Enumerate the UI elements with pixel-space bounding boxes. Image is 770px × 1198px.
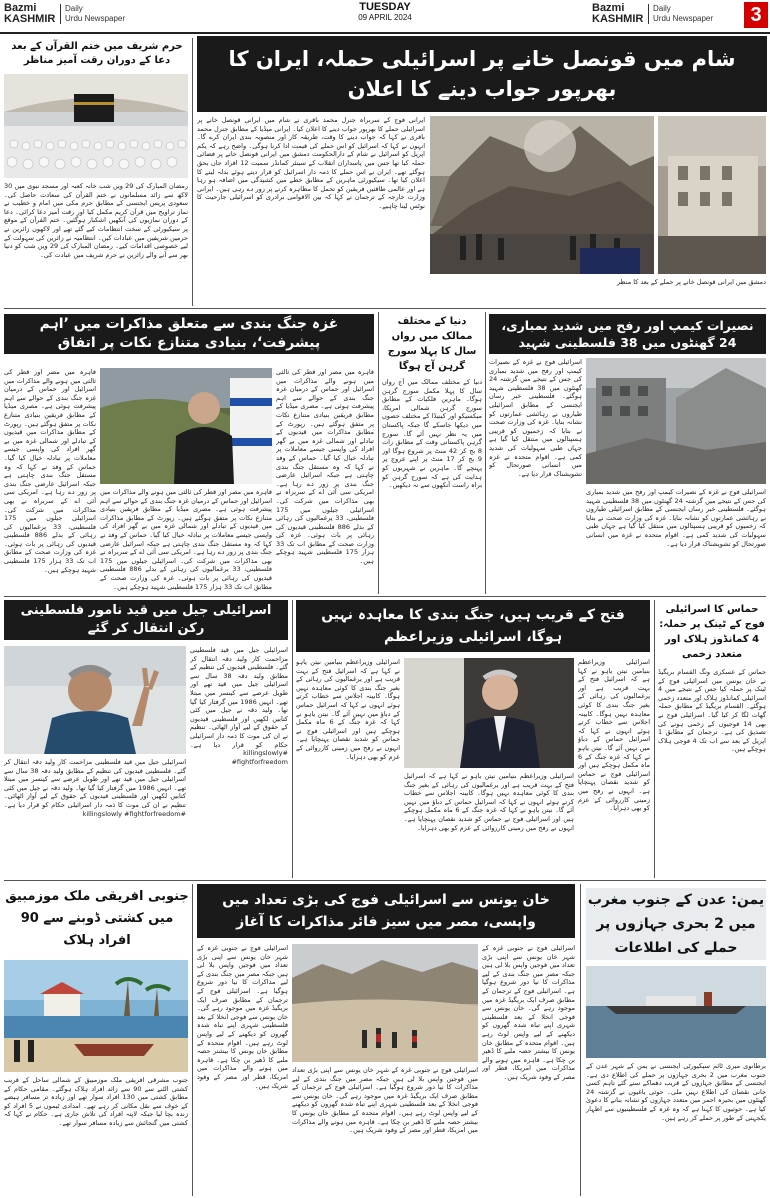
netanyahu-headline: فتح کے قریب ہیں، جنگ بندی کا معاہدہ نہیں ہوگا، اسرائیلی وزیراعظم (296, 600, 650, 652)
nuseirat-body-left: اسرائیلی فوج نے غزہ کے نصیرات کیمپ اور رفح میں شدید بمباری کی جس کے نتیجے میں گزشتہ 24 گھنٹوں میں 38 فلسطینی شہید ہوگئے۔ فلسطینی خبر رساں ایجنسی کے مطابق اسرائیلی طیاروں نے رہائشی عمارتوں کو نشانہ بنایا۔ غزہ کی وزارت صحت نے بتایا کہ زخمیوں کو قریبی ہسپتالوں میں منتقل کیا گیا ہے جہاں طبی سہولیات کی شدید کمی ہے۔ اقوام متحدہ نے غزہ میں انسانی صورتحال کو تشویشناک قرار دیا ہے۔ (489, 358, 582, 478)
netanyahu-body-right: اسرائیلی وزیراعظم بنیامین نیتن یاہو نے کہا ہے کہ اسرائیل فتح کے بہت قریب ہے اور یرغمالیوں کی رہائی کے بغیر جنگ بندی کا کوئی معاہدہ نہیں ہوگا۔ کابینہ اجلاس سے خطاب کرتے ہوئے انہوں نے کہا کہ اسرائیل حماس کے دباؤ میں نہیں آئے گا۔ نیتن یاہو نے کہا کہ غزہ جنگ کے 6 ماہ مکمل ہوچکے ہیں اور اسرائیلی فوج نے حماس کو شدید نقصان پہنچایا ہے۔ انہوں نے رفح میں زمینی کارروائی کے عزم کو بھی دہرایا۔ (578, 658, 650, 813)
nuseirat-body-right: اسرائیلی فوج نے غزہ کے نصیرات کیمپ اور رفح میں شدید بمباری کی جس کے نتیجے میں گزشتہ 24 گھنٹوں میں 38 فلسطینی شہید ہوگئے۔ فلسطینی خبر رساں ایجنسی کے مطابق اسرائیلی طیاروں نے رہائشی عمارتوں کو نشانہ بنایا۔ غزہ کی وزارت صحت نے بتایا کہ زخمیوں کو قریبی ہسپتالوں میں منتقل کیا گیا ہے جہاں طبی سہولیات کی شدید کمی ہے۔ اقوام متحدہ نے غزہ میں انسانی صورتحال کو تشویشناک قرار دیا ہے۔ (586, 488, 766, 548)
brand-right-name: Bazmi (592, 2, 625, 14)
hamas-ambush-kicker: حماس کا اسرائیلی فوج کے ٹینک پر حملہ: 4 کمانڈوز ہلاک اور متعدد زخمی (659, 604, 765, 660)
brand-right-name2: KASHMIR (592, 13, 644, 25)
gaza-talks-body-right: قاہرہ میں مصر اور قطر کی ثالثی میں ہونے والے مذاکرات میں اسرائیل اور حماس کے درمیان غزہ جنگ بندی کے حوالے سے اہم پیشرفت ہوئی ہے۔ مصری میڈیا کے مطابق فریقین بنیادی متنازع نکات پر متفق ہوگئے ہیں۔ رپورٹ کے مطابق مذاکرات میں قیدیوں کے تبادلے اور شمالی غزہ میں بے گھر افراد کی واپسی جیسے معاملات پر تبادلہ خیال کیا گیا۔ حماس کے وفد نے کہا کہ وہ مستقل جنگ بندی چاہتی ہے جبکہ اسرائیل عارضی جنگ بندی پر زور دے رہا ہے۔ امریکی سی آئی اے کے سربراہ نے بھی مذاکرات میں شرکت کی۔ اسرائیلی جیلوں میں 175 فلسطینی، 33 یرغمالیوں کی رہائی کے بدلے 886 فلسطینی قیدیوں کی رہائی پر بات ہوئی۔ غزہ کی وزارت صحت کے مطابق اب تک 33 ہزار 175 فلسطینی شہید ہوچکے ہیں۔ (276, 368, 374, 566)
iran-headline: شام میں قونصل خانے پر اسرائیلی حملہ، ایران کا بھرپور جواب دینے کا اعلان (197, 36, 767, 112)
yemen-photo (586, 966, 766, 1058)
gaza-talks-body-mid: قاہرہ میں مصر اور قطر کی ثالثی میں ہونے والے مذاکرات میں اسرائیل اور حماس کے درمیان غزہ جنگ بندی کے حوالے سے اہم پیشرفت ہوئی ہے۔ مصری میڈیا کے مطابق فریقین بنیادی متنازع نکات پر متفق ہوگئے ہیں۔ رپورٹ کے مطابق مذاکرات میں قیدیوں کے تبادلے اور شمالی غزہ میں بے گھر افراد کی واپسی جیسے معاملات پر تبادلہ خیال کیا گیا۔ حماس کے وفد نے کہا کہ وہ مستقل جنگ بندی چاہتی ہے جبکہ اسرائیل عارضی جنگ بندی پر زور دے رہا ہے۔ امریکی سی آئی اے کے سربراہ نے بھی مذاکرات میں شرکت کی۔ اسرائیلی جیلوں میں 175 فلسطینی، 33 یرغمالیوں کی رہائی کے بدلے 886 فلسطینی قیدیوں کی رہائی پر بات ہوئی۔ غزہ کی وزارت صحت کے مطابق اب تک 33 ہزار 175 فلسطینی شہید ہوچکے ہیں۔ (100, 488, 272, 591)
netanyahu-body-left: اسرائیلی وزیراعظم بنیامین نیتن یاہو نے کہا ہے کہ اسرائیل فتح کے بہت قریب ہے اور یرغمالیوں کی رہائی کے بغیر جنگ بندی کا کوئی معاہدہ نہیں ہوگا۔ کابینہ اجلاس سے خطاب کرتے ہوئے انہوں نے کہا کہ اسرائیل حماس کے دباؤ میں نہیں آئے گا۔ نیتن یاہو نے کہا کہ غزہ جنگ کے 6 ماہ مکمل ہوچکے ہیں اور اسرائیلی فوج نے حماس کو شدید نقصان پہنچایا ہے۔ انہوں نے رفح میں زمینی کارروائی کے عزم کو بھی دہرایا۔ (296, 658, 400, 761)
iran-body-left: ایرانی فوج کے سربراہ جنرل محمد باقری نے شام میں ایرانی قونصل خانے پر اسرائیلی حملے کا بھرپور جواب دینے کا اعلان کیا۔ ایرانی میڈیا کے مطابق جنرل محمد باقری نے کہا کہ جواب دینے کا وقت، طریقہ کار اور منصوبہ بندی ایران کرے گا۔ انہوں نے کہا کہ اسرائیل کو اس حملے کی قیمت ادا کرنا ہوگی۔ واضح رہے کہ یکم اپریل کو اسرائیل نے شام کے دارالحکومت دمشق میں ایرانی قونصل خانے پر فضائی حملہ کیا تھا جس میں پاسداران انقلاب کے سینئر کمانڈر سمیت 12 افراد جاں بحق ہوگئے تھے۔ ایران نے اس حملے کا ذمہ دار اسرائیل کو قرار دیتے ہوئے بدلہ لینے کا اعلان کیا تھا۔ سیکیورٹی ماہرین کے مطابق خطے میں کشیدگی میں اضافہ ہو رہا ہے اور عالمی طاقتیں فریقین کو تحمل کا مظاہرہ کرنے پر زور دے رہی ہیں۔ ایرانی وزارت خارجہ کے ترجمان نے کہا کہ بین الاقوامی برادری کو اسرائیلی جارحیت کا نوٹس لینا چاہیے۔ (197, 116, 425, 210)
brand-left-daily: Daily (65, 4, 83, 13)
brand-right-urdu: Urdu Newspaper (653, 14, 714, 23)
brand-left (4, 3, 55, 25)
column-divider (378, 312, 379, 594)
yemen-headline: یمن: عدن کے جنوب مغرب میں 2 بحری جہازوں پر حملے کی اطلاعات (586, 888, 766, 960)
walid-headline: اسرائیلی جیل میں قید نامور فلسطینی رکن انتقال کر گئے (4, 600, 288, 640)
date-label: 09 APRIL 2024 (358, 13, 412, 22)
mozambique-photo (4, 960, 188, 1072)
khanyunis-body-mid: اسرائیلی فوج نے جنوبی غزہ کے شہر خان یونس سے اپنی بڑی تعداد میں فوجیں واپس بلا لی ہیں جبکہ مصر میں جنگ بندی کے لیے مذاکرات کا نیا دور شروع ہوگیا ہے۔ اسرائیلی فوج کے ترجمان کے مطابق صرف ایک بریگیڈ غزہ میں موجود رہے گی۔ خان یونس سے فوجی انخلا کے بعد فلسطینی شہری اپنے تباہ شدہ گھروں کو دیکھنے کے لیے واپس لوٹ رہے ہیں۔ اقوام متحدہ کے مطابق خان یونس کا بیشتر حصہ ملبے کا ڈھیر بن چکا ہے۔ قاہرہ میں ہونے والے مذاکرات میں امریکا، قطر اور مصر کے وفود شریک ہیں۔ (292, 1066, 478, 1135)
khanyunis-body-right: اسرائیلی فوج نے جنوبی غزہ کے شہر خان یونس سے اپنی بڑی تعداد میں فوجیں واپس بلا لی ہیں جبکہ مصر میں جنگ بندی کے لیے مذاکرات کا نیا دور شروع ہوگیا ہے۔ اسرائیلی فوج کے ترجمان کے مطابق صرف ایک بریگیڈ غزہ میں موجود رہے گی۔ خان یونس سے فوجی انخلا کے بعد فلسطینی شہری اپنے تباہ شدہ گھروں کو دیکھنے کے لیے واپس لوٹ رہے ہیں۔ اقوام متحدہ کے مطابق خان یونس کا بیشتر حصہ ملبے کا ڈھیر بن چکا ہے۔ قاہرہ میں ہونے والے مذاکرات میں امریکا، قطر اور مصر کے وفود شریک ہیں۔ (482, 944, 575, 1081)
brand-left-sub (60, 4, 125, 24)
day-label: TUESDAY (359, 1, 411, 13)
page-number: 3 (744, 2, 768, 28)
walid-photo (4, 646, 186, 754)
gaza-talks-headline: غزہ جنگ بندی سے متعلق مذاکرات میں ’اہم پیشرفت‘، بنیادی متنازع نکات پر اتفاق (4, 314, 374, 354)
gaza-talks-body-left: قاہرہ میں مصر اور قطر کی ثالثی میں ہونے والے مذاکرات میں اسرائیل اور حماس کے درمیان غزہ جنگ بندی کے حوالے سے اہم پیشرفت ہوئی ہے۔ مصری میڈیا کے مطابق فریقین بنیادی متنازع نکات پر متفق ہوگئے ہیں۔ رپورٹ کے مطابق مذاکرات میں قیدیوں کے تبادلے اور شمالی غزہ میں بے گھر افراد کی واپسی جیسے معاملات پر تبادلہ خیال کیا گیا۔ حماس کے وفد نے کہا کہ وہ مستقل جنگ بندی چاہتی ہے جبکہ اسرائیل عارضی جنگ بندی پر زور دے رہا ہے۔ امریکی سی آئی اے کے سربراہ نے بھی مذاکرات میں شرکت کی۔ اسرائیلی جیلوں میں 175 فلسطینی، 33 یرغمالیوں کی رہائی کے بدلے 886 فلسطینی قیدیوں کی رہائی پر بات ہوئی۔ غزہ کی وزارت صحت کے مطابق اب تک 33 ہزار 175 فلسطینی شہید ہوچکے ہیں۔ (4, 368, 96, 574)
date-block (300, 1, 470, 22)
nuseirat-photo (586, 358, 766, 484)
yemen-body: برطانوی میری ٹائم سیکیورٹی ایجنسی نے یمن کے شہر عدن کے جنوب مغرب میں 2 بحری جہازوں پر حملے کی اطلاع دی ہے۔ ایجنسی کے مطابق جہازوں کے قریب دھماکے سنے گئے تاہم کسی جانی نقصان کی اطلاع نہیں ملی۔ حوثی باغیوں نے گزشتہ 24 گھنٹوں میں بحیرہ احمر میں متعدد جہازوں کو نشانہ بنانے کا دعویٰ کیا ہے۔ حوثیوں کا کہنا ہے کہ وہ غزہ کے فلسطینیوں سے اظہار یکجہتی کے طور پر حملے کر رہے ہیں۔ (586, 1062, 766, 1122)
column-divider (485, 312, 486, 594)
row-divider (4, 308, 766, 309)
khanyunis-photo (292, 944, 478, 1062)
column-divider (654, 600, 655, 878)
column-divider (192, 38, 193, 306)
haram-kicker: حرم شریف میں ختم القرآن کے بعد دعا کے دوران رقت آمیز مناظر (11, 41, 183, 66)
moon-kicker: دنیا کے مختلف ممالک میں رواں سال کا پہلا سورج گرہن آج ہوگا (387, 316, 477, 372)
hamas-ambush-body: حماس کے عسکری ونگ القسام بریگیڈ نے خان یونس میں اسرائیلی فوج کے ٹینک پر حملہ کیا جس کے نتیجے میں 4 اسرائیلی کمانڈوز ہلاک اور متعدد زخمی ہوگئے۔ القسام بریگیڈ کے مطابق حملہ گھات لگا کر کیا گیا۔ اسرائیلی فوج نے بھی 14 فوجیوں کے زخمی ہونے کی تصدیق کی ہے۔ ترجمان کے مطابق 1 اپریل کے بعد سے اب تک 4 فوجی ہلاک ہوچکے ہیں۔ (658, 668, 766, 754)
iran-body-right: دمشق میں ایرانی قونصل خانے پر حملے کے بعد کا منظر (616, 278, 766, 286)
mozambique-headline: جنوبی افریقی ملک موزمبیق میں کشتی ڈوبنے سے 90 افراد ہلاک (5, 889, 189, 948)
khanyunis-headline: خان یونس سے اسرائیلی فوج کی بڑی تعداد میں واپسی، مصر میں سیز فائر مذاکرات کا آغاز (197, 884, 575, 938)
row-divider (4, 880, 766, 881)
brand-right (592, 3, 643, 25)
column-divider (192, 884, 193, 1196)
iran-photo (430, 116, 654, 274)
brand-left-name: Bazmi (4, 2, 37, 14)
brand-left-urdu: Urdu Newspaper (65, 14, 126, 23)
brand-right-sub (648, 4, 713, 24)
haram-photo (4, 74, 188, 178)
column-divider (292, 600, 293, 878)
row-divider (4, 596, 766, 597)
masthead (0, 0, 770, 34)
walid-body-right: اسرائیلی جیل میں قید فلسطینی مزاحمت کار ولید دقہ انتقال کر گئے۔ فلسطینی قیدیوں کی تنظیم کے مطابق ولید دقہ 38 سال سے اسرائیلی جیل میں قید تھے اور طویل عرصے سے کینسر میں مبتلا تھے۔ انہیں 1986 میں گرفتار کیا گیا تھا۔ ولید دقہ نے جیل میں کئی کتابیں لکھیں اور فلسطینی قیدیوں کے حقوق کے لیے آواز اٹھائی۔ تنظیم نے ان کی موت کا ذمہ دار اسرائیلی حکام کو قرار دیا ہے۔ #killingslowly #fightforfreedom (190, 646, 288, 766)
iran-photo-2 (658, 116, 766, 274)
netanyahu-photo (404, 658, 574, 768)
haram-body: رمضان المبارک کی 29 ویں شب خانہ کعبہ اور مسجد نبوی میں 30 لاکھ سے زائد مسلمانوں نے ختم القرآن کی سعادت حاصل کی۔ سعودی پریس ایجنسی کے مطابق حرم مکی میں امام و خطیب نے نماز تراویح میں قرآن کریم مکمل کیا اور رقت آمیز دعا کرائی۔ دعا کے دوران نمازیوں کی آنکھیں اشکبار ہوگئیں۔ ختم القرآن کے موقع پر سیکیورٹی کے سخت انتظامات کیے گئے تھے اور لاکھوں زائرین نے حرمین شریفین میں عبادات کیں۔ انتظامیہ نے زائرین کی سہولت کے لیے خصوصی اقدامات کیے۔ رمضان المبارک کی 29 ویں شب کو دنیا بھر سے آنے والے زائرین نے حرم شریف میں عبادت کی۔ (4, 182, 188, 259)
column-divider (580, 884, 581, 1196)
gaza-talks-photo (100, 368, 272, 484)
walid-body-left: اسرائیلی جیل میں قید فلسطینی مزاحمت کار ولید دقہ انتقال کر گئے۔ فلسطینی قیدیوں کی تنظیم کے مطابق ولید دقہ 38 سال سے اسرائیلی جیل میں قید تھے اور طویل عرصے سے کینسر میں مبتلا تھے۔ انہیں 1986 میں گرفتار کیا گیا تھا۔ ولید دقہ نے جیل میں کئی کتابیں لکھیں اور فلسطینی قیدیوں کے حقوق کے لیے آواز اٹھائی۔ تنظیم نے ان کی موت کا ذمہ دار اسرائیلی حکام کو قرار دیا ہے۔ #killingslowly #fightforfreedom (4, 758, 186, 818)
brand-left-name2: KASHMIR (4, 13, 56, 25)
moon-body: دنیا کے مختلف ممالک میں آج رواں سال کا پہلا مکمل سورج گرہن ہوگا۔ ماہرین فلکیات کے مطابق سورج گرہن شمالی امریکا، میکسیکو اور کینیڈا کے مختلف حصوں میں دیکھا جاسکے گا جبکہ پاکستان میں یہ نظر نہیں آئے گا۔ سورج گرہن پاکستانی وقت کے مطابق رات 8 بج کر 42 منٹ پر شروع ہوگا اور 9 بج کر 17 منٹ پر اپنے عروج پر پہنچے گا۔ ماہرین نے شہریوں کو ہدایت کی ہے کہ سورج گرہن کو براہ راست آنکھوں سے نہ دیکھیں۔ (382, 378, 482, 490)
khanyunis-body-left: اسرائیلی فوج نے جنوبی غزہ کے شہر خان یونس سے اپنی بڑی تعداد میں فوجیں واپس بلا لی ہیں جبکہ مصر میں جنگ بندی کے لیے مذاکرات کا نیا دور شروع ہوگیا ہے۔ اسرائیلی فوج کے ترجمان کے مطابق صرف ایک بریگیڈ غزہ میں موجود رہے گی۔ خان یونس سے فوجی انخلا کے بعد فلسطینی شہری اپنے تباہ شدہ گھروں کو دیکھنے کے لیے واپس لوٹ رہے ہیں۔ اقوام متحدہ کے مطابق خان یونس کا بیشتر حصہ ملبے کا ڈھیر بن چکا ہے۔ قاہرہ میں ہونے والے مذاکرات میں امریکا، قطر اور مصر کے وفود شریک ہیں۔ (197, 944, 288, 1090)
mozambique-body: جنوب مشرقی افریقی ملک موزمبیق کے شمالی ساحل کے قریب کشتی الٹنے سے 90 سے زائد افراد ہلاک ہوگئے۔ مقامی حکام کے مطابق کشتی میں 130 افراد سوار تھے اور زیادہ تر مسافر ہیضے کے خوف سے نقل مکانی کر رہے تھے۔ امدادی ٹیموں نے 5 افراد کو زندہ بچا لیا جبکہ لاپتہ افراد کی تلاش جاری ہے۔ حکام نے کہا کہ کشتی میں گنجائش سے زیادہ مسافر سوار تھے۔ (4, 1076, 188, 1127)
netanyahu-body-mid: اسرائیلی وزیراعظم بنیامین نیتن یاہو نے کہا ہے کہ اسرائیل فتح کے بہت قریب ہے اور یرغمالیوں کی رہائی کے بغیر جنگ بندی کا کوئی معاہدہ نہیں ہوگا۔ کابینہ اجلاس سے خطاب کرتے ہوئے انہوں نے کہا کہ اسرائیل حماس کے دباؤ میں نہیں آئے گا۔ نیتن یاہو نے کہا کہ غزہ جنگ کے 6 ماہ مکمل ہوچکے ہیں اور اسرائیلی فوج نے حماس کو شدید نقصان پہنچایا ہے۔ انہوں نے رفح میں زمینی کارروائی کے عزم کو بھی دہرایا۔ (404, 772, 574, 832)
brand-right-daily: Daily (653, 4, 671, 13)
nuseirat-headline: نصیرات کیمپ اور رفح میں شدید بمباری، 24 گھنٹوں میں 38 فلسطینی شہید (489, 314, 766, 354)
